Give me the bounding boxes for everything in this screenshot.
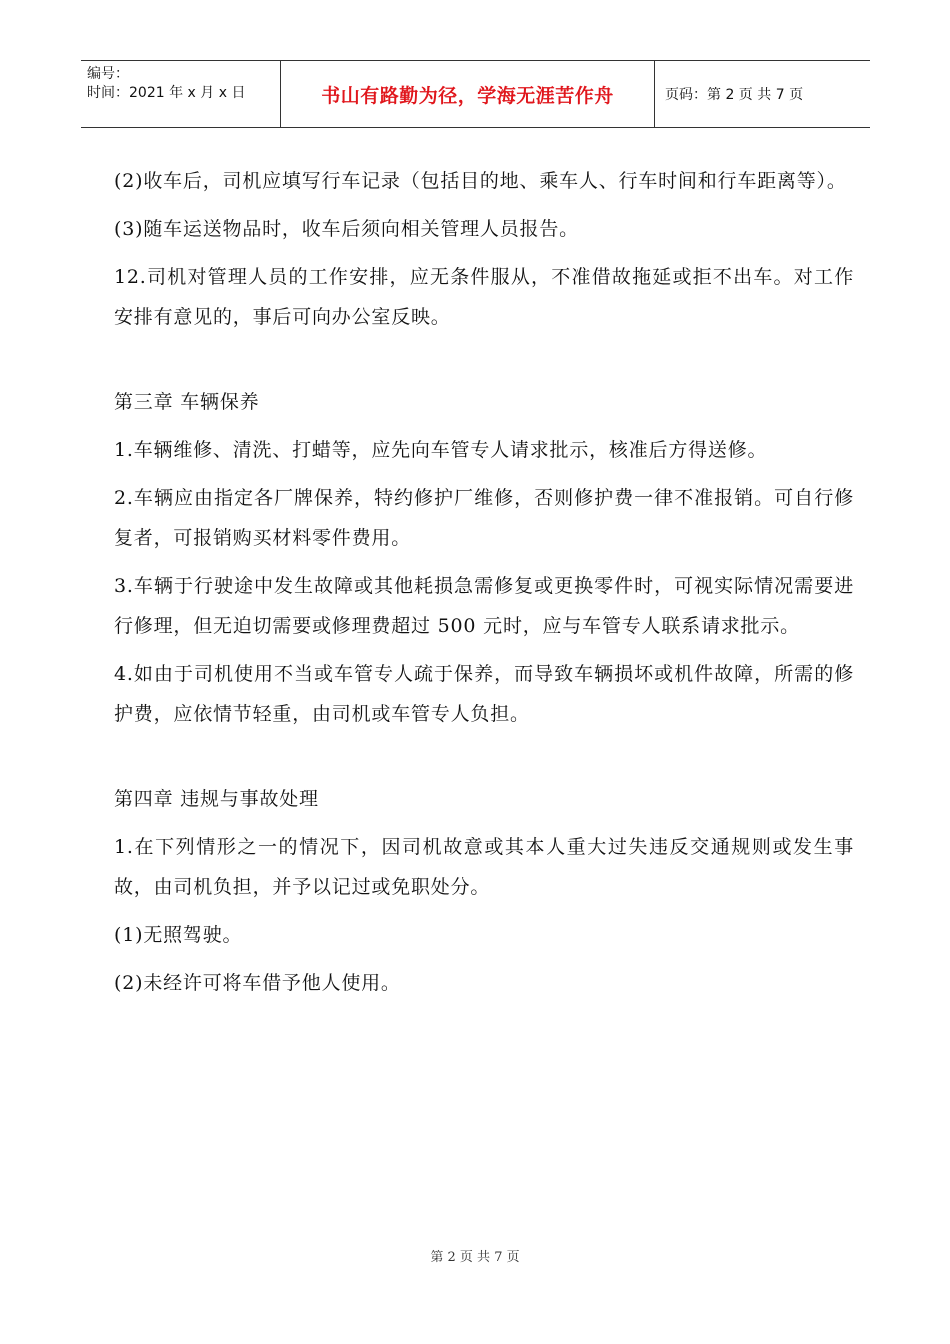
document-body (114, 161, 854, 1011)
chapter-4-heading: 第四章 违规与事故处理 (114, 788, 319, 810)
header-motto: 书山有路勤为径，学海无涯苦作舟 (281, 61, 655, 127)
document-time-label: 时间：2021 年 x 月 x 日 (87, 85, 246, 101)
chapter-4-subitem-2: (2)未经许可将车借予他人使用。 (114, 972, 401, 994)
chapter-3-heading: 第三章 车辆保养 (114, 391, 260, 413)
paragraph-12-obey-arrangement: 12.司机对管理人员的工作安排，应无条件服从，不准借故拖延或拒不出车。对工作安排有意见的，事后可向办公室反映。 (114, 266, 854, 328)
paragraph-3-transport-report: (3)随车运送物品时，收车后须向相关管理人员报告。 (114, 218, 579, 240)
chapter-3-item-1: 1.车辆维修、清洗、打蜡等，应先向车管专人请求批示，核准后方得送修。 (114, 439, 768, 461)
chapter-3-item-4: 4.如由于司机使用不当或车管专人疏于保养，而导致车辆损坏或机件故障，所需的修护费，应依情节轻重，由司机或车管专人负担。 (114, 663, 854, 725)
paragraph-2-return-record: (2)收车后，司机应填写行车记录（包括目的地、乘车人、行车时间和行车距离等）。 (114, 170, 847, 192)
header-page-info: 页码：第 2 页 共 7 页 (665, 87, 804, 103)
header-meta-cell (81, 61, 281, 127)
page-footer: 第 2 页 共 7 页 (430, 1250, 520, 1265)
chapter-3-item-3: 3.车辆于行驶途中发生故障或其他耗损急需修复或更换零件时，可视实际情况需要进行修理，但无迫切需要或修理费超过 500 元时，应与车管专人联系请求批示。 (114, 575, 854, 637)
chapter-3-item-2: 2.车辆应由指定各厂牌保养，特约修护厂维修，否则修护费一律不准报销。可自行修复者，可报销购买材料零件费用。 (114, 487, 854, 549)
document-number-label: 编号： (87, 66, 129, 82)
chapter-4-item-1: 1.在下列情形之一的情况下，因司机故意或其本人重大过失违反交通规则或发生事故，由司机负担，并予以记过或免职处分。 (114, 836, 854, 898)
chapter-4-subitem-1: (1)无照驾驶。 (114, 924, 243, 946)
page-header (81, 60, 870, 128)
